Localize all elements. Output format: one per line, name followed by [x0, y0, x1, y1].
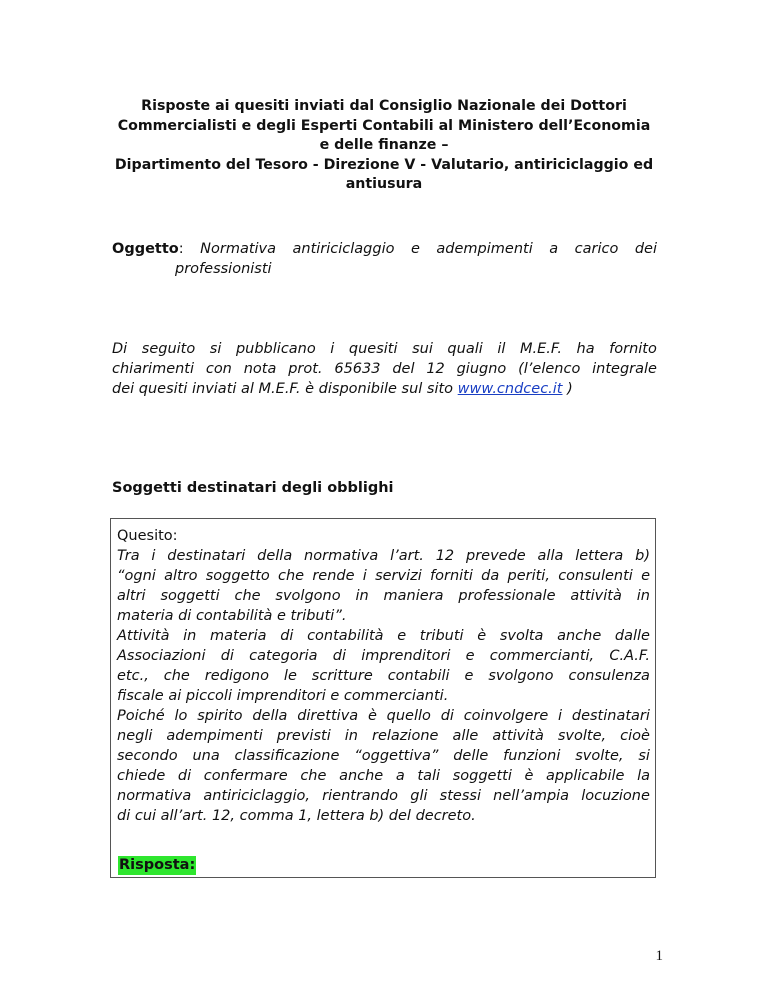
subject-label: Oggetto: [112, 241, 179, 257]
word: negli: [117, 728, 153, 744]
subject-label-group: [112, 239, 184, 259]
intro-line-3-text: dei quesiti inviati al M.E.F. è disponibile sul sito: [112, 381, 458, 397]
word: commercianti,: [489, 648, 595, 664]
word: e: [641, 568, 650, 584]
word: quali: [447, 341, 483, 357]
title-line: Risposte ai quesiti inviati dal Consiglio Nazionale dei Dottori: [141, 98, 627, 114]
word: secondo: [117, 748, 178, 764]
word: quello: [386, 708, 431, 724]
word: Attività: [117, 628, 170, 644]
word: di: [220, 648, 234, 664]
question-line: [117, 666, 650, 686]
word: anche: [339, 768, 384, 784]
word: etc.,: [117, 668, 149, 684]
word: prevede: [465, 548, 526, 564]
word: (l’elenco: [518, 361, 581, 377]
word: che: [278, 568, 305, 584]
word: il: [497, 341, 506, 357]
word: stessi: [439, 788, 481, 804]
word: i: [362, 568, 367, 584]
word: scritture: [311, 668, 373, 684]
word: alla: [537, 548, 564, 564]
word: in: [636, 588, 650, 604]
word: adempimenti: [166, 728, 263, 744]
word: redigono: [204, 668, 269, 684]
word: soggetto: [205, 568, 270, 584]
word: 12: [426, 361, 445, 377]
question-line: fiscale ai piccoli imprenditori e commercianti.: [117, 688, 449, 704]
word: della: [257, 548, 293, 564]
answer-label: Risposta:: [119, 857, 196, 873]
word: spirito: [197, 708, 243, 724]
word: alle: [452, 728, 479, 744]
intro-line-3-end: ): [562, 381, 573, 397]
word: soggetti: [160, 588, 220, 604]
word: lo: [174, 708, 188, 724]
word: tributi: [419, 628, 464, 644]
word: l’art.: [390, 548, 424, 564]
question-label: Quesito:: [117, 528, 178, 544]
word: fornito: [609, 341, 657, 357]
word: delle: [453, 748, 489, 764]
word: “ogni: [117, 568, 156, 584]
question-line: [117, 726, 650, 746]
word: di: [177, 768, 192, 784]
word: gli: [410, 788, 428, 804]
word: pubblicano: [235, 341, 316, 357]
word: è: [477, 628, 487, 644]
intro-paragraph: [112, 339, 657, 399]
word: i: [330, 341, 335, 357]
word: della: [252, 708, 288, 724]
word: integrale: [592, 361, 657, 377]
word: rientrando: [322, 788, 399, 804]
subject-line-1: [112, 239, 657, 259]
word: e: [397, 628, 407, 644]
word: in: [344, 728, 358, 744]
word: coinvolgere: [463, 708, 549, 724]
word: contabilità: [307, 628, 384, 644]
word: le: [283, 668, 297, 684]
word: e: [464, 668, 474, 684]
word: nota: [243, 361, 277, 377]
word: si: [209, 341, 222, 357]
word: previsti: [276, 728, 331, 744]
word: seguito: [141, 341, 196, 357]
word: antiriciclaggio: [292, 241, 395, 257]
question-line: di cui all’art. 12, comma 1, lettera b) del decreto.: [117, 808, 476, 824]
word: classificazione: [234, 748, 340, 764]
question-line: [117, 626, 650, 646]
word: locuzione: [581, 788, 650, 804]
word: tali: [417, 768, 441, 784]
word: e: [465, 648, 475, 664]
intro-line-1: [112, 339, 657, 359]
word: anche: [557, 628, 602, 644]
question-line: [117, 746, 650, 766]
word: da: [481, 568, 500, 584]
word: attività: [492, 728, 544, 744]
word: del: [392, 361, 415, 377]
question-line: [117, 566, 650, 586]
question-text: [117, 526, 650, 826]
word: giugno: [456, 361, 507, 377]
word: M.E.F.: [519, 341, 562, 357]
word: una: [192, 748, 220, 764]
word: è: [524, 768, 534, 784]
word: altro: [164, 568, 198, 584]
word: “oggettiva”: [354, 748, 439, 764]
subject-block: [112, 239, 657, 279]
title-line: Dipartimento del Tesoro - Direzione V - Valutario, antiriciclaggio ed: [114, 156, 654, 173]
word: quesiti: [348, 341, 398, 357]
question-line: [117, 786, 650, 806]
word: svolta: [499, 628, 544, 644]
word: normativa: [304, 548, 379, 564]
word: servizi: [375, 568, 422, 584]
intro-line-2: [112, 359, 657, 379]
question-line: [117, 706, 650, 726]
title-line: antiusura: [345, 176, 423, 192]
subject-separator: :: [178, 241, 184, 257]
title-line: e delle finanze –: [319, 137, 449, 153]
word: che: [234, 588, 261, 604]
question-line: materia di contabilità e tributi”.: [117, 608, 347, 624]
word: ha: [576, 341, 595, 357]
word: dei: [634, 241, 657, 257]
section-heading: Soggetti destinatari degli obblighi: [112, 480, 394, 496]
word: contabili: [387, 668, 450, 684]
word: adempimenti: [436, 241, 533, 257]
word: di: [332, 648, 347, 664]
word: svolgono: [488, 668, 554, 684]
word: Di: [112, 341, 128, 357]
word: maniera: [383, 588, 444, 604]
word: in: [355, 588, 369, 604]
word: lettera: [575, 548, 624, 564]
word: direttiva: [297, 708, 359, 724]
word: 65633: [334, 361, 381, 377]
word: è: [367, 708, 377, 724]
question-line: [117, 646, 650, 666]
word: di: [280, 628, 294, 644]
word: a: [395, 768, 405, 784]
word: consulenza: [568, 668, 650, 684]
word: che: [163, 668, 190, 684]
word: materia: [210, 628, 267, 644]
word: i: [558, 708, 563, 724]
word: sui: [412, 341, 433, 357]
document-title: [96, 97, 672, 195]
word: C.A.F.: [609, 648, 650, 664]
word: nell’ampia: [493, 788, 570, 804]
word: periti,: [507, 568, 550, 584]
word: Tra: [117, 548, 140, 564]
word: antiriciclaggio,: [203, 788, 310, 804]
word: in: [183, 628, 197, 644]
word: dalle: [614, 628, 650, 644]
question-line: [117, 766, 650, 786]
word: Normativa: [200, 241, 277, 257]
question-body: [117, 546, 650, 826]
word: altri: [117, 588, 146, 604]
word: cioè: [620, 728, 650, 744]
word: svolte,: [557, 728, 607, 744]
word: Associazioni: [117, 648, 206, 664]
word: di: [440, 708, 454, 724]
word: soggetti: [452, 768, 512, 784]
word: svolte,: [575, 748, 624, 764]
word: chiarimenti: [112, 361, 195, 377]
word: categoria: [249, 648, 318, 664]
word: carico: [574, 241, 619, 257]
title-line: Commercialisti e degli Esperti Contabili al Ministero dell’Economia: [117, 117, 651, 134]
word: che: [300, 768, 327, 784]
word: la: [637, 768, 650, 784]
question-line: [117, 586, 650, 606]
word: professionale: [458, 588, 556, 604]
word: attività: [570, 588, 622, 604]
word: forniti: [430, 568, 473, 584]
word: rende: [312, 568, 355, 584]
word: imprenditori: [361, 648, 451, 664]
word: si: [638, 748, 650, 764]
word: svolgono: [275, 588, 341, 604]
word: 12: [435, 548, 455, 564]
intro-line-3: [112, 379, 657, 399]
word: destinatari: [571, 708, 650, 724]
word: chiede: [117, 768, 166, 784]
word: funzioni: [503, 748, 561, 764]
word: destinatari: [167, 548, 246, 564]
word: normativa: [117, 788, 192, 804]
word: confermare: [203, 768, 288, 784]
word: Poiché: [117, 708, 165, 724]
word: prot.: [288, 361, 323, 377]
subject-line-2: professionisti: [175, 261, 272, 277]
word: consulenti: [558, 568, 633, 584]
page-number: 1: [655, 948, 663, 964]
word: b): [635, 548, 650, 564]
question-box: [110, 518, 656, 878]
word: a: [549, 241, 559, 257]
word: applicabile: [546, 768, 625, 784]
word: relazione: [372, 728, 439, 744]
question-line: [117, 546, 650, 566]
word: e: [411, 241, 420, 257]
word: i: [151, 548, 156, 564]
cndcec-link[interactable]: www.cndcec.it: [457, 381, 563, 397]
word: con: [205, 361, 232, 377]
